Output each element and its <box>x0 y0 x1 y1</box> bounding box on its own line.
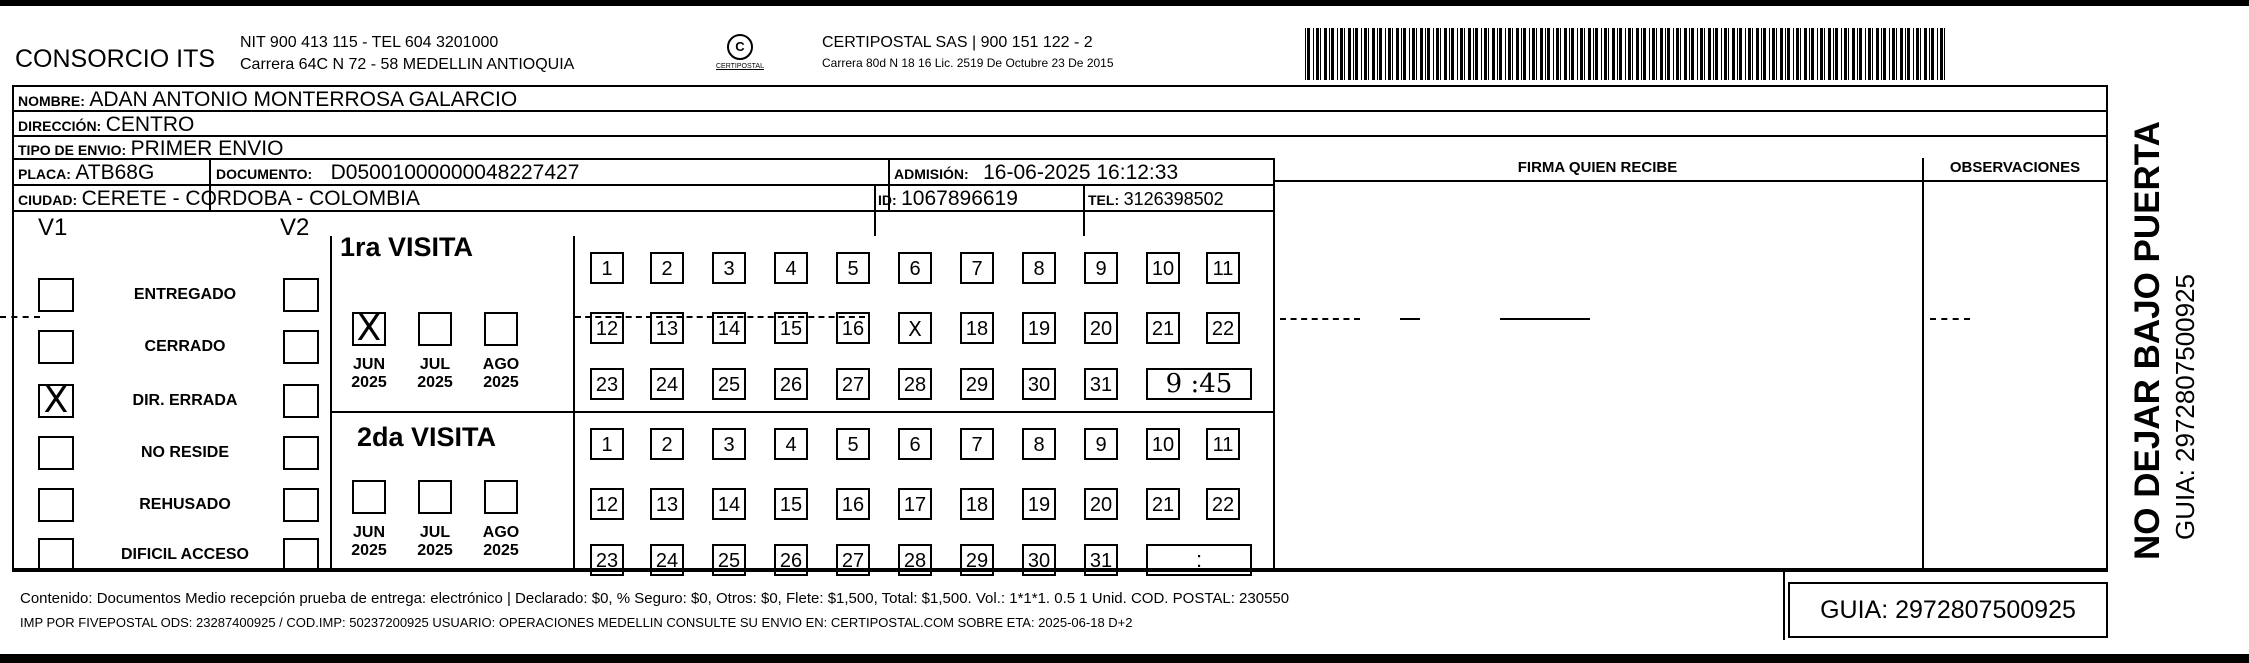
v1-checkbox[interactable]: X <box>38 384 74 418</box>
documento-value: D05001000000048227427 <box>330 161 580 184</box>
v2-checkbox[interactable] <box>283 278 319 312</box>
v2-checkbox[interactable] <box>283 384 319 418</box>
company-address-line: Carrera 64C N 72 - 58 MEDELLIN ANTIOQUIA <box>240 56 575 73</box>
guia-box: GUIA: 2972807500925 <box>1788 582 2108 638</box>
nombre-value: ADAN ANTONIO MONTERROSA GALARCIO <box>89 88 518 111</box>
day-box[interactable]: 21 <box>1146 488 1180 520</box>
admision-label: ADMISIÓN: <box>894 166 969 182</box>
month-checkbox[interactable] <box>484 480 518 514</box>
day-box[interactable]: 27 <box>836 544 870 576</box>
id-value: 1067896619 <box>901 187 1018 210</box>
placa-value: ATB68G <box>75 161 155 184</box>
day-box[interactable]: 4 <box>774 252 808 284</box>
row-divider <box>12 135 2108 137</box>
status-label: DIR. ERRADA <box>132 392 238 409</box>
dashed-line <box>1400 318 1420 320</box>
certipostal-logo-caption: CERTIPOSTAL <box>716 63 764 70</box>
day-box[interactable]: 20 <box>1084 488 1118 520</box>
certipostal-logo-icon: C <box>727 34 753 60</box>
day-box[interactable]: 25 <box>712 544 746 576</box>
day-box[interactable]: 6 <box>898 428 932 460</box>
day-box[interactable]: 17 <box>898 488 932 520</box>
col-divider <box>874 184 876 210</box>
visit-divider <box>330 411 1273 413</box>
day-box[interactable]: 9 <box>1084 428 1118 460</box>
day-box[interactable]: 14 <box>712 312 746 344</box>
day-box[interactable]: 28 <box>898 368 932 400</box>
day-box[interactable]: 31 <box>1084 368 1118 400</box>
direccion-value: CENTRO <box>105 113 195 136</box>
day-box[interactable]: 12 <box>590 488 624 520</box>
v1-header: V1 <box>38 214 68 241</box>
day-box[interactable]: 9 <box>1084 252 1118 284</box>
id-label: ID: <box>878 192 897 208</box>
month-label: AGO 2025 <box>482 524 520 559</box>
month-label: JUL 2025 <box>417 524 453 559</box>
day-box[interactable]: 15 <box>774 488 808 520</box>
top-border <box>0 0 2249 6</box>
day-box[interactable]: 30 <box>1022 544 1056 576</box>
day-box[interactable]: 22 <box>1206 312 1240 344</box>
side-warning: NO DEJAR BAJO PUERTA <box>2128 121 2167 560</box>
col-divider <box>330 236 332 570</box>
day-box[interactable]: 24 <box>650 544 684 576</box>
nombre-label: NOMBRE: <box>18 93 85 109</box>
month-checkbox[interactable]: X <box>352 312 386 346</box>
v2-checkbox[interactable] <box>283 538 319 572</box>
company-name: CONSORCIO ITS <box>15 45 216 73</box>
day-box[interactable]: 20 <box>1084 312 1118 344</box>
month-label: JUN 2025 <box>351 524 387 559</box>
day-box[interactable]: 26 <box>774 544 808 576</box>
v1-checkbox[interactable] <box>38 488 74 522</box>
day-box[interactable]: 16 <box>836 488 870 520</box>
day-box[interactable]: 11 <box>1206 428 1240 460</box>
v2-checkbox[interactable] <box>283 330 319 364</box>
day-box[interactable]: 28 <box>898 544 932 576</box>
documento-label: DOCUMENTO: <box>216 166 313 182</box>
day-box[interactable]: 22 <box>1206 488 1240 520</box>
col-divider <box>1083 210 1085 236</box>
side-guia: GUIA: 2972807500925 <box>2170 274 2200 540</box>
placa-cell <box>18 161 154 185</box>
dashed-line <box>1500 318 1590 320</box>
v1-checkbox[interactable] <box>38 278 74 312</box>
v1-checkbox[interactable] <box>38 538 74 572</box>
day-box[interactable]: 26 <box>774 368 808 400</box>
first-visit-title: 1ra VISITA <box>340 232 474 262</box>
day-box[interactable]: 25 <box>712 368 746 400</box>
day-box[interactable]: 13 <box>650 488 684 520</box>
col-divider <box>1783 570 1785 640</box>
v2-header: V2 <box>280 214 310 241</box>
day-box[interactable]: 10 <box>1146 428 1180 460</box>
day-box[interactable]: X <box>898 312 932 344</box>
status-label: CERRADO <box>144 338 226 355</box>
nombre-row <box>18 88 517 112</box>
day-box[interactable]: 1 <box>590 428 624 460</box>
col-divider <box>573 236 575 570</box>
status-label: REHUSADO <box>139 496 231 513</box>
day-box[interactable]: 10 <box>1146 252 1180 284</box>
day-box[interactable]: 5 <box>836 428 870 460</box>
footer-imp: IMP POR FIVEPOSTAL ODS: 23287400925 / COD.IMP: 50237200925 USUARIO: OPERACIONES MEDELLIN CONSULTE SU ENVIO EN: CERTIPOSTAL.COM SOBRE ETA: 2025-06-18 D+2 <box>20 615 1133 630</box>
day-box[interactable]: 29 <box>960 544 994 576</box>
second-visit-title: 2da VISITA <box>357 422 497 452</box>
tipo-envio-row <box>18 137 283 161</box>
time-field[interactable]: 9 :45 <box>1146 368 1252 400</box>
ciudad-value: CERETE - CORDOBA - COLOMBIA <box>81 187 420 210</box>
v2-checkbox[interactable] <box>283 436 319 470</box>
day-box[interactable]: 12 <box>590 312 624 344</box>
day-box[interactable]: 13 <box>650 312 684 344</box>
day-box[interactable]: 30 <box>1022 368 1056 400</box>
id-cell <box>878 187 1018 211</box>
day-box[interactable]: 19 <box>1022 312 1056 344</box>
day-box[interactable]: 18 <box>960 312 994 344</box>
day-box[interactable]: 19 <box>1022 488 1056 520</box>
admision-value: 16-06-2025 16:12:33 <box>983 161 1179 184</box>
day-box[interactable]: 4 <box>774 428 808 460</box>
col-divider <box>1273 158 1275 570</box>
day-box[interactable]: 2 <box>650 428 684 460</box>
day-box[interactable]: 7 <box>960 428 994 460</box>
certipostal-line2: Carrera 80d N 18 16 Lic. 2519 De Octubre 23 De 2015 <box>822 56 1114 70</box>
admision-cell <box>894 161 1178 185</box>
month-checkbox[interactable] <box>352 480 386 514</box>
tel-label: TEL: <box>1088 192 1120 208</box>
dashed-line <box>1280 318 1360 320</box>
col-divider <box>1922 158 1924 570</box>
day-box[interactable]: 1 <box>590 252 624 284</box>
documento-cell <box>216 161 579 185</box>
status-label: NO RESIDE <box>140 444 229 461</box>
day-box[interactable]: 3 <box>712 428 746 460</box>
company-nit-line: NIT 900 413 115 - TEL 604 3201000 <box>240 34 499 51</box>
dashed-line <box>1930 318 1970 320</box>
month-checkbox[interactable] <box>418 312 452 346</box>
v1-checkbox[interactable] <box>38 436 74 470</box>
observaciones-header: OBSERVACIONES <box>1949 159 2081 176</box>
month-label: JUN 2025 <box>351 356 387 391</box>
month-label: JUL 2025 <box>417 356 453 391</box>
tel-cell <box>1088 189 1224 210</box>
day-box[interactable]: 24 <box>650 368 684 400</box>
month-label: AGO 2025 <box>482 356 520 391</box>
tipo-envio-label: TIPO DE ENVIO: <box>18 142 127 158</box>
day-box[interactable]: 3 <box>712 252 746 284</box>
day-box[interactable]: 7 <box>960 252 994 284</box>
day-box[interactable]: 11 <box>1206 252 1240 284</box>
tel-value: 3126398502 <box>1123 189 1224 209</box>
day-box[interactable]: 23 <box>590 368 624 400</box>
month-checkbox[interactable] <box>418 480 452 514</box>
firma-header: FIRMA QUIEN RECIBE <box>1517 159 1678 176</box>
day-box[interactable]: 8 <box>1022 252 1056 284</box>
day-box[interactable]: 8 <box>1022 428 1056 460</box>
day-box[interactable]: 2 <box>650 252 684 284</box>
barcode <box>1305 28 1945 80</box>
day-box[interactable]: 14 <box>712 488 746 520</box>
row-divider <box>12 570 2108 572</box>
day-box[interactable]: 6 <box>898 252 932 284</box>
day-box[interactable]: 18 <box>960 488 994 520</box>
month-checkbox[interactable] <box>484 312 518 346</box>
certipostal-logo <box>710 34 770 78</box>
ciudad-label: CIUDAD: <box>18 192 78 208</box>
day-box[interactable]: 16 <box>836 312 870 344</box>
v1-checkbox[interactable] <box>38 330 74 364</box>
footer-contenido: Contenido: Documentos Medio recepción prueba de entrega: electrónico | Declarado: $0, % Seguro: $0, Otros: $0, Flete: $1,500, Total: $1,500. Vol.: 1*1*1. 0.5 1 Unid. COD. POSTAL: 230550 <box>20 590 1290 607</box>
status-label: DIFICIL ACCESO <box>120 546 249 563</box>
col-divider <box>888 158 890 184</box>
day-box[interactable]: 21 <box>1146 312 1180 344</box>
v2-checkbox[interactable] <box>283 488 319 522</box>
col-divider <box>209 158 211 184</box>
col-divider <box>874 210 876 236</box>
ciudad-cell <box>18 187 420 211</box>
time-field[interactable]: : <box>1146 544 1252 576</box>
certipostal-line1: CERTIPOSTAL SAS | 900 151 122 - 2 <box>822 34 1093 51</box>
day-box[interactable]: 27 <box>836 368 870 400</box>
day-box[interactable]: 15 <box>774 312 808 344</box>
direccion-label: DIRECCIÓN: <box>18 118 102 134</box>
col-divider <box>1083 184 1085 210</box>
day-box[interactable]: 5 <box>836 252 870 284</box>
bottom-border <box>0 654 2249 663</box>
placa-label: PLACA: <box>18 166 71 182</box>
tipo-envio-value: PRIMER ENVIO <box>130 137 284 160</box>
status-label: ENTREGADO <box>133 286 237 303</box>
day-box[interactable]: 29 <box>960 368 994 400</box>
day-box[interactable]: 23 <box>590 544 624 576</box>
row-divider <box>1273 180 2108 182</box>
dashed-line <box>0 316 40 318</box>
direccion-row <box>18 113 194 137</box>
day-box[interactable]: 31 <box>1084 544 1118 576</box>
